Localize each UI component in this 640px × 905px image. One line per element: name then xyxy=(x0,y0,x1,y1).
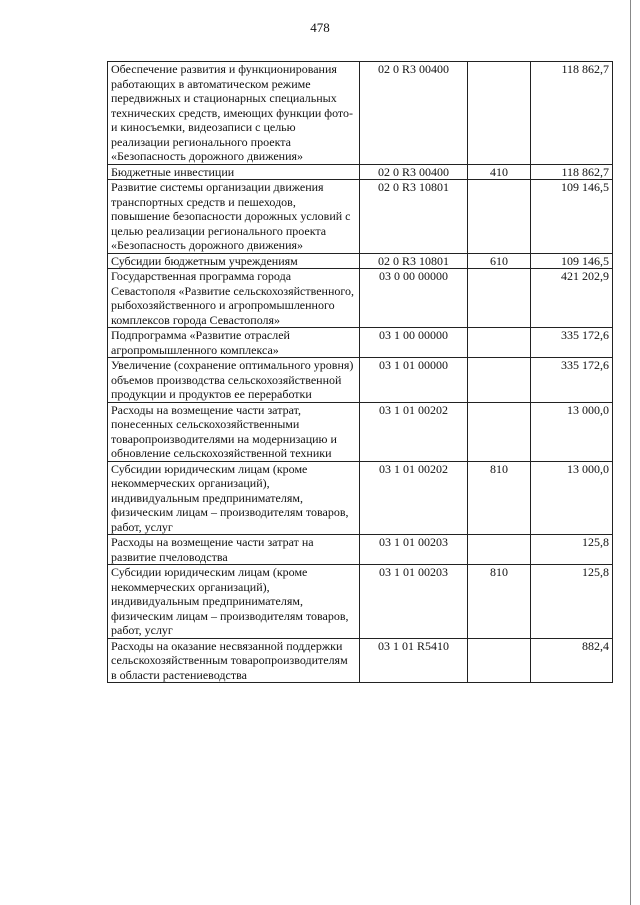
row-name: Расходы на возмещение части затрат, понесенных сельскохозяйственными товаропроизводителями на модернизацию и обновление сельскохозяйственной техники xyxy=(108,402,360,461)
row-name: Субсидии юридическим лицам (кроме некоммерческих организаций), индивидуальным предпринимателям, физическим лицам – производителям товаров, работ, услуг xyxy=(108,565,360,639)
table-row xyxy=(108,253,613,269)
row-target-code: 03 1 01 00203 xyxy=(360,535,468,565)
row-amount: 125,8 xyxy=(531,535,613,565)
row-amount: 125,8 xyxy=(531,565,613,639)
table-row xyxy=(108,535,613,565)
row-target-code: 02 0 R3 10801 xyxy=(360,180,468,254)
row-target-code: 03 1 01 00202 xyxy=(360,461,468,535)
row-name: Увеличение (сохранение оптимального уровня) объемов производства сельскохозяйственной продукции и продуктов ее переработки xyxy=(108,358,360,403)
row-target-code: 03 1 01 00203 xyxy=(360,565,468,639)
row-target-code: 02 0 R3 10801 xyxy=(360,253,468,269)
row-expense-type xyxy=(468,180,531,254)
row-amount: 109 146,5 xyxy=(531,180,613,254)
row-name: Субсидии бюджетным учреждениям xyxy=(108,253,360,269)
table-row xyxy=(108,461,613,535)
row-expense-type xyxy=(468,328,531,358)
row-expense-type: 610 xyxy=(468,253,531,269)
table-row xyxy=(108,358,613,403)
row-amount: 335 172,6 xyxy=(531,328,613,358)
page-number: 478 xyxy=(310,20,330,35)
row-expense-type xyxy=(468,358,531,403)
row-expense-type xyxy=(468,402,531,461)
table-row xyxy=(108,565,613,639)
table-row xyxy=(108,164,613,180)
table-row xyxy=(108,180,613,254)
row-target-code: 02 0 R3 00400 xyxy=(360,164,468,180)
table-row xyxy=(108,328,613,358)
row-amount: 109 146,5 xyxy=(531,253,613,269)
row-name: Обеспечение развития и функционирования работающих в автоматическом режиме передвижных и стационарных специальных технических средств, имеющих функции фото- и киносъемки, видеозаписи с целью реализации регионального проекта «Безопасность дорожного движения» xyxy=(108,62,360,165)
row-expense-type xyxy=(468,269,531,328)
row-expense-type: 810 xyxy=(468,565,531,639)
row-name: Расходы на оказание несвязанной поддержки сельскохозяйственным товаропроизводителям в области растениеводства xyxy=(108,638,360,683)
table-row xyxy=(108,269,613,328)
row-name: Субсидии юридическим лицам (кроме некоммерческих организаций), индивидуальным предпринимателям, физическим лицам – производителям товаров, работ, услуг xyxy=(108,461,360,535)
row-target-code: 03 1 01 00202 xyxy=(360,402,468,461)
row-amount: 882,4 xyxy=(531,638,613,683)
row-amount: 13 000,0 xyxy=(531,461,613,535)
row-target-code: 02 0 R3 00400 xyxy=(360,62,468,165)
row-amount: 421 202,9 xyxy=(531,269,613,328)
budget-table xyxy=(107,61,613,683)
row-amount: 335 172,6 xyxy=(531,358,613,403)
row-expense-type xyxy=(468,638,531,683)
row-expense-type xyxy=(468,62,531,165)
row-target-code: 03 1 00 00000 xyxy=(360,328,468,358)
row-expense-type: 810 xyxy=(468,461,531,535)
row-target-code: 03 1 01 R5410 xyxy=(360,638,468,683)
row-amount: 118 862,7 xyxy=(531,62,613,165)
table-row xyxy=(108,62,613,165)
row-name: Расходы на возмещение части затрат на развитие пчеловодства xyxy=(108,535,360,565)
scan-edge-line xyxy=(630,0,631,905)
table-row xyxy=(108,638,613,683)
row-name: Развитие системы организации движения транспортных средств и пешеходов, повышение безопасности дорожных условий с целью реализации регионального проекта «Безопасность дорожного движения» xyxy=(108,180,360,254)
row-expense-type: 410 xyxy=(468,164,531,180)
row-name: Государственная программа города Севастополя «Развитие сельскохозяйственного, рыбохозяйственного и агропромышленного комплексов города Севастополя» xyxy=(108,269,360,328)
row-target-code: 03 1 01 00000 xyxy=(360,358,468,403)
row-name: Бюджетные инвестиции xyxy=(108,164,360,180)
row-amount: 118 862,7 xyxy=(531,164,613,180)
row-name: Подпрограмма «Развитие отраслей агропромышленного комплекса» xyxy=(108,328,360,358)
row-target-code: 03 0 00 00000 xyxy=(360,269,468,328)
row-expense-type xyxy=(468,535,531,565)
row-amount: 13 000,0 xyxy=(531,402,613,461)
table-row xyxy=(108,402,613,461)
